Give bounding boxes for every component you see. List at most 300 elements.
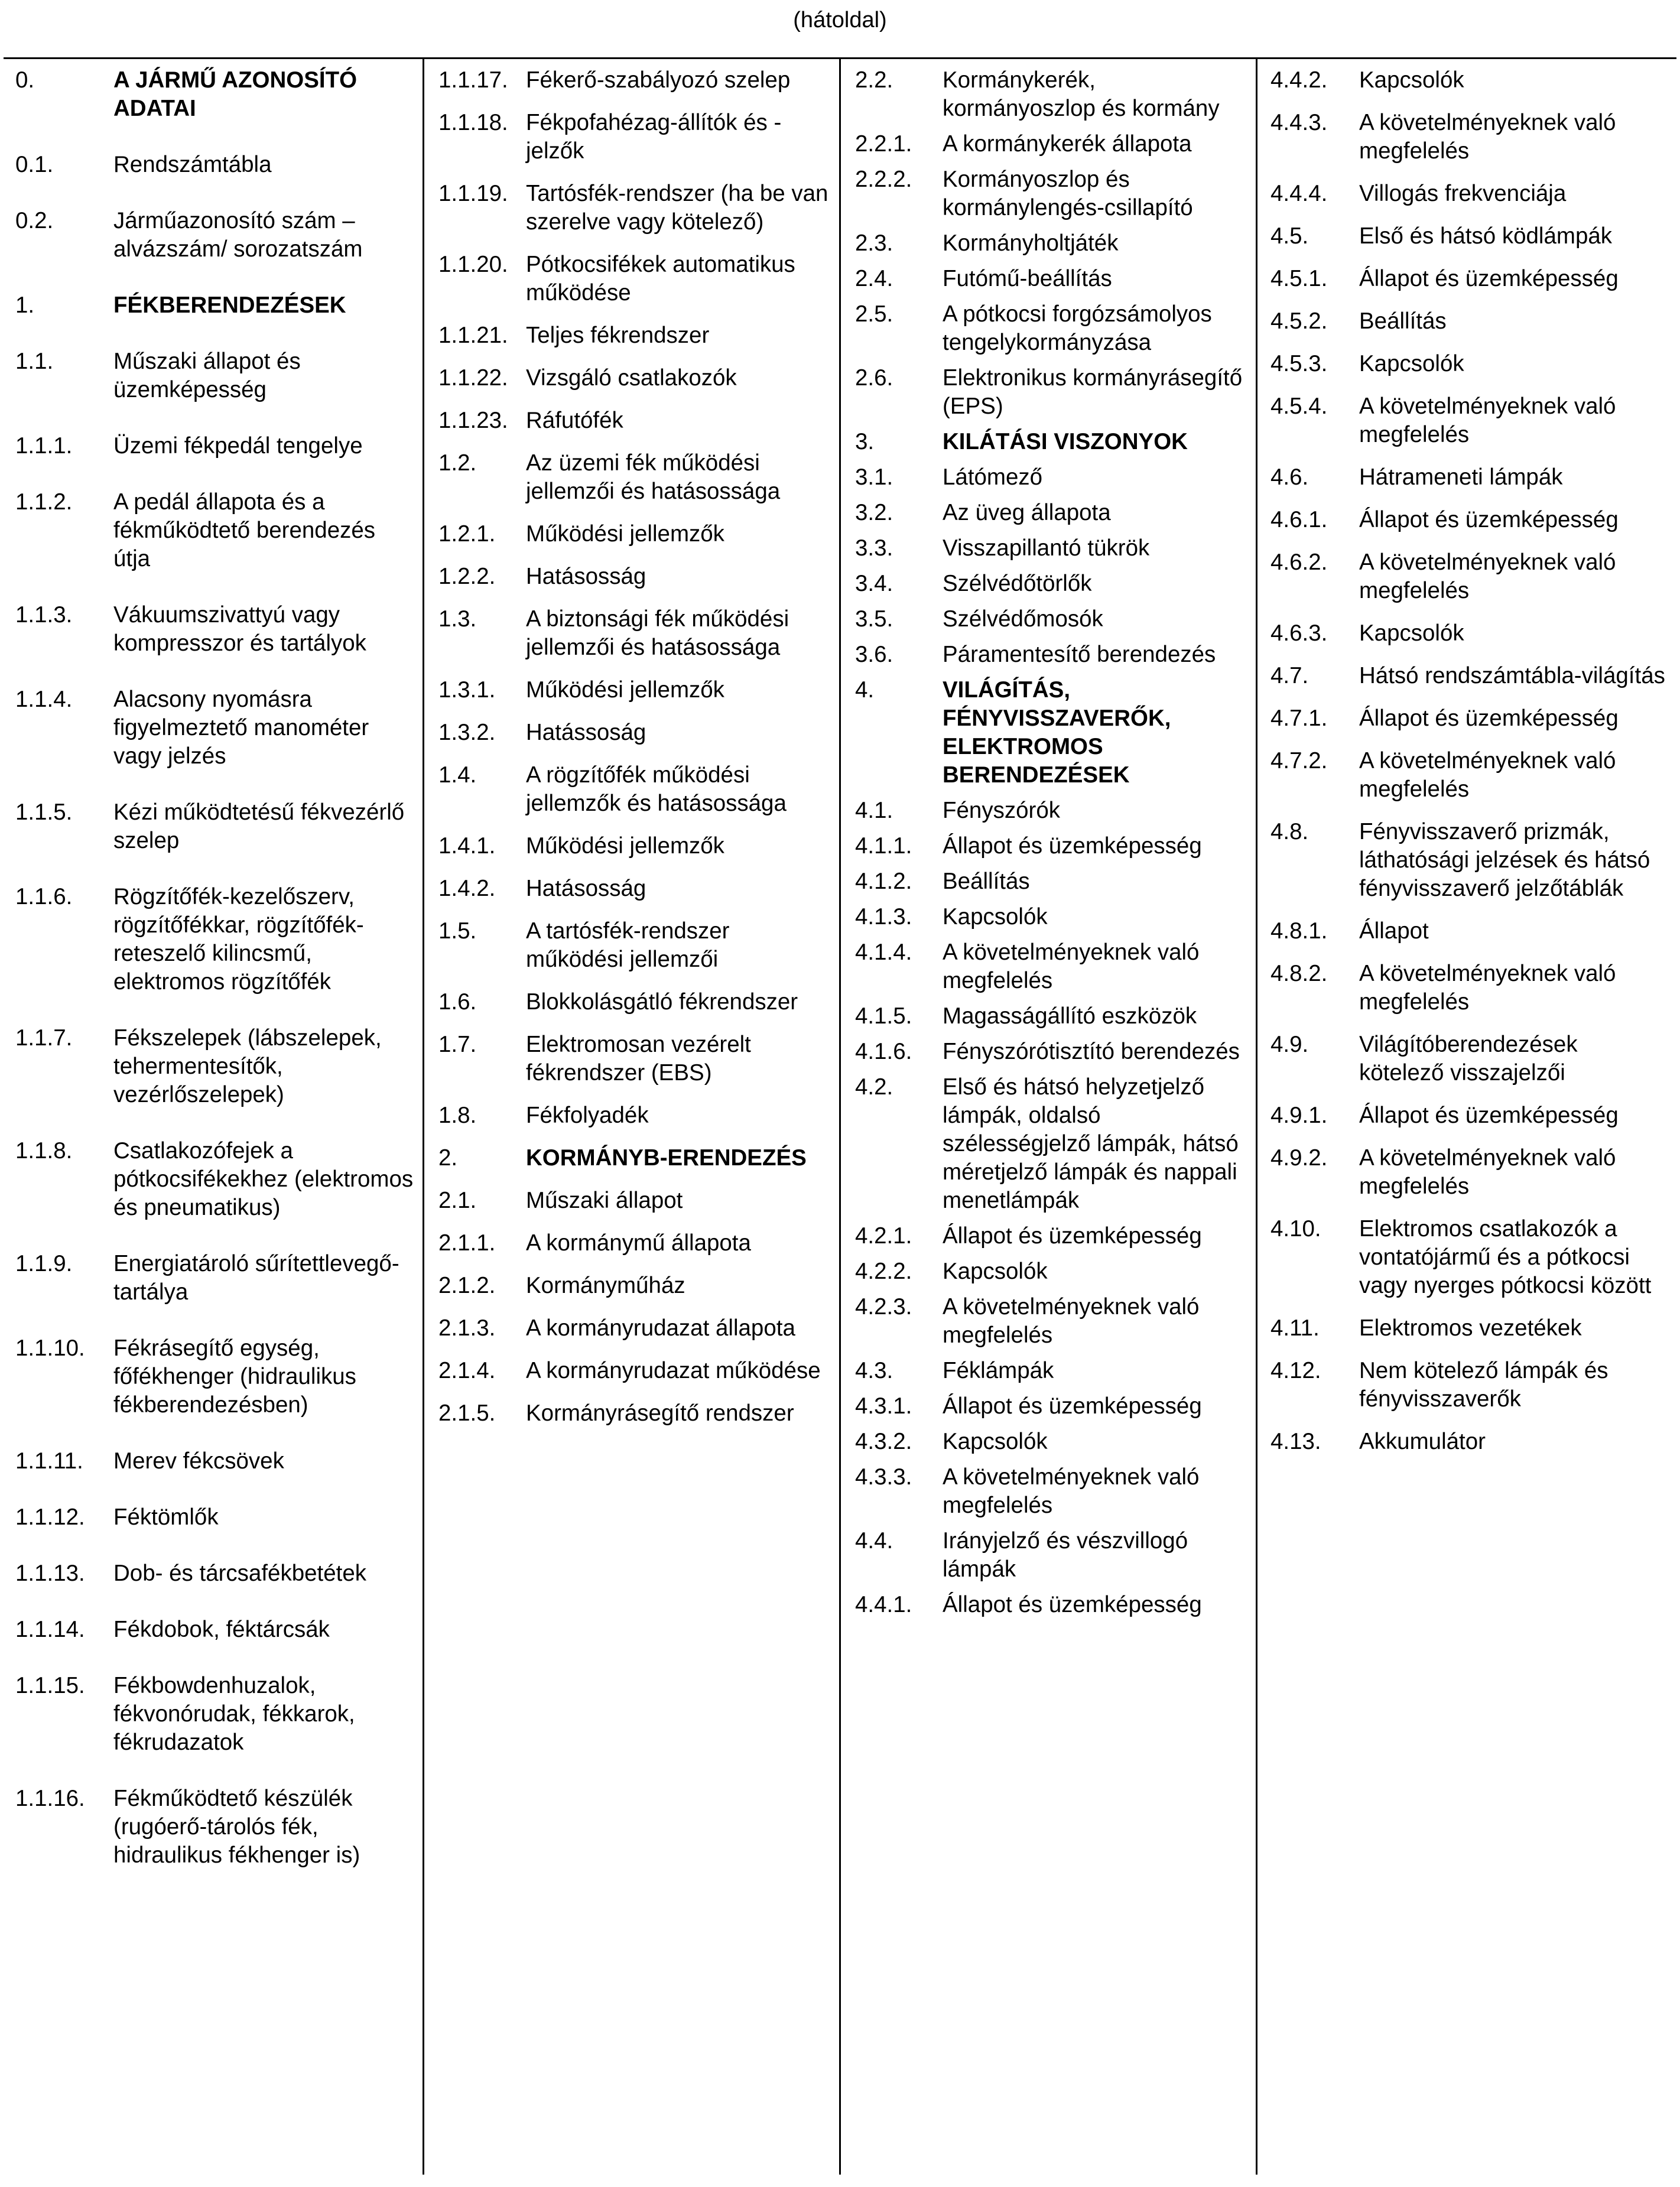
item-text: Állapot és üzemképesség bbox=[943, 1393, 1202, 1419]
checklist-item bbox=[424, 520, 839, 548]
item-number: 2.6. bbox=[855, 365, 893, 391]
item-text: Állapot bbox=[1359, 918, 1429, 944]
item-number: 4.1.2. bbox=[855, 869, 912, 894]
checklist-item bbox=[841, 229, 1256, 258]
item-text: Kapcsolók bbox=[943, 904, 1048, 930]
item-number: 4.9. bbox=[1270, 1032, 1309, 1057]
item-text: Akkumulátor bbox=[1359, 1429, 1486, 1454]
checklist-item bbox=[424, 321, 839, 350]
item-number: 4.5.2. bbox=[1270, 308, 1328, 334]
item-number: 4.4.1. bbox=[855, 1592, 912, 1617]
item-number: 2.5. bbox=[855, 301, 893, 327]
checklist-item bbox=[424, 988, 839, 1016]
item-text: A követelményeknek való megfelelés bbox=[943, 1294, 1200, 1348]
item-number: 4.5.1. bbox=[1270, 266, 1328, 291]
item-number: 1.1.9. bbox=[15, 1251, 73, 1276]
item-text: Állapot és üzemképesség bbox=[943, 1223, 1202, 1249]
item-text: Első és hátsó helyzetjelző lámpák, oldalsó szélességjelző lámpák, hátsó méretjelző lámpák és nappali menetlámpák bbox=[943, 1074, 1239, 1213]
checklist-item bbox=[424, 563, 839, 591]
checklist-item bbox=[424, 875, 839, 903]
checklist-item bbox=[1257, 704, 1676, 733]
item-text: Elektromos vezetékek bbox=[1359, 1315, 1582, 1341]
checklist-item bbox=[1257, 66, 1676, 95]
item-text: Villogás frekvenciája bbox=[1359, 181, 1567, 206]
checklist-item bbox=[841, 1428, 1256, 1456]
item-text: A tartósfék-rendszer működési jellemzői bbox=[526, 918, 730, 972]
item-number: 1.3.1. bbox=[438, 677, 496, 703]
item-number: 1.1.11. bbox=[15, 1448, 83, 1474]
item-text: Állapot és üzemképesség bbox=[1359, 266, 1619, 291]
checklist-item bbox=[4, 1672, 423, 1757]
column-2 bbox=[424, 59, 841, 2175]
checklist-item bbox=[424, 251, 839, 307]
checklist-item bbox=[841, 938, 1256, 995]
item-number: 4.1.1. bbox=[855, 833, 912, 859]
checklist-item bbox=[841, 1038, 1256, 1066]
checklist-item bbox=[4, 1616, 423, 1644]
item-number: 0. bbox=[15, 67, 35, 93]
item-number: 1.2.2. bbox=[438, 564, 496, 589]
item-text: Járműazonosító szám – alvázszám/ sorozatszám bbox=[113, 208, 363, 262]
checklist-item bbox=[424, 1031, 839, 1087]
item-number: 4.4.4. bbox=[1270, 181, 1328, 206]
item-text: Kapcsolók bbox=[1359, 67, 1464, 93]
item-number: 1.1.10. bbox=[15, 1335, 85, 1361]
item-number: 2.3. bbox=[855, 230, 893, 256]
checklist-item bbox=[4, 432, 423, 460]
item-text: Műszaki állapot bbox=[526, 1188, 683, 1213]
item-text: Pótkocsifékek automatikus működése bbox=[526, 252, 795, 306]
checklist-item bbox=[424, 1187, 839, 1215]
item-number: 1.1.17. bbox=[438, 67, 508, 93]
item-text: Ráfutófék bbox=[526, 408, 623, 433]
item-number: 4.8.1. bbox=[1270, 918, 1328, 944]
item-text: Fékszelepek (lábszelepek, tehermentesítők, vezérlőszelepek) bbox=[113, 1025, 382, 1107]
item-number: 4.8. bbox=[1270, 819, 1309, 844]
checklist-item bbox=[424, 719, 839, 747]
item-text: Hatásosság bbox=[526, 564, 646, 589]
item-number: 1.4.2. bbox=[438, 876, 496, 901]
item-number: 2.1.3. bbox=[438, 1315, 496, 1341]
item-number: 1.4.1. bbox=[438, 833, 496, 859]
item-number: 2.1. bbox=[438, 1188, 477, 1213]
checklist-item bbox=[841, 1527, 1256, 1584]
item-number: 0.2. bbox=[15, 208, 54, 233]
item-number: 4.13. bbox=[1270, 1429, 1321, 1454]
item-text: Állapot és üzemképesség bbox=[943, 1592, 1202, 1617]
item-text: Csatlakozófejek a pótkocsifékekhez (elektromos és pneumatikus) bbox=[113, 1138, 414, 1220]
item-text: Kapcsolók bbox=[943, 1429, 1048, 1454]
item-text: Szélvédőmosók bbox=[943, 606, 1103, 632]
item-number: 3.3. bbox=[855, 535, 893, 561]
item-text: Elektromos csatlakozók a vontatójármű és a pótkocsi vagy nyerges pótkocsi között bbox=[1359, 1216, 1652, 1298]
item-text: Futómű-beállítás bbox=[943, 266, 1112, 291]
item-text: Működési jellemzők bbox=[526, 521, 724, 547]
checklist-item bbox=[4, 1503, 423, 1532]
checklist-item bbox=[424, 66, 839, 95]
checklist-item bbox=[424, 676, 839, 704]
item-text: Irányjelző és vészvillogó lámpák bbox=[943, 1528, 1188, 1582]
item-number: 1.5. bbox=[438, 918, 477, 944]
item-number: 4.7. bbox=[1270, 663, 1309, 688]
item-text: Fékerő-szabályozó szelep bbox=[526, 67, 791, 93]
item-number: 1.8. bbox=[438, 1103, 477, 1128]
checklist-item bbox=[1257, 1031, 1676, 1087]
item-number: 4.4.2. bbox=[1270, 67, 1328, 93]
item-number: 1.2. bbox=[438, 450, 477, 476]
checklist-item bbox=[4, 488, 423, 573]
checklist-item bbox=[841, 1257, 1256, 1286]
item-number: 1.1.23. bbox=[438, 408, 508, 433]
item-number: 1.1.13. bbox=[15, 1561, 85, 1586]
checklist-item bbox=[4, 1334, 423, 1419]
checklist-item bbox=[1257, 818, 1676, 903]
item-text: Elektronikus kormányrásegítő (EPS) bbox=[943, 365, 1243, 419]
checklist-item bbox=[1257, 506, 1676, 534]
item-number: 1.1.3. bbox=[15, 602, 73, 628]
checklist-item bbox=[1257, 1101, 1676, 1130]
checklist-item bbox=[1257, 307, 1676, 336]
item-number: 1.1.14. bbox=[15, 1617, 85, 1642]
item-number: 4.12. bbox=[1270, 1358, 1321, 1383]
item-text: A követelményeknek való megfelelés bbox=[1359, 961, 1616, 1015]
checklist-item bbox=[4, 151, 423, 179]
item-number: 4.8.2. bbox=[1270, 961, 1328, 986]
item-number: 1.1.4. bbox=[15, 687, 73, 712]
item-text: Vizsgáló csatlakozók bbox=[526, 365, 737, 391]
item-text: Az üveg állapota bbox=[943, 500, 1111, 525]
item-number: 4.5.4. bbox=[1270, 394, 1328, 419]
item-text: Fényszórótisztító berendezés bbox=[943, 1039, 1240, 1064]
item-text: Fényvisszaverő prizmák, láthatósági jelzések és hátsó fényvisszaverő jelzőtáblák bbox=[1359, 819, 1650, 901]
item-number: 1.1.7. bbox=[15, 1025, 73, 1051]
item-text: Fékfolyadék bbox=[526, 1103, 649, 1128]
item-number: 4.9.1. bbox=[1270, 1103, 1328, 1128]
item-number: 4.5.3. bbox=[1270, 351, 1328, 376]
item-text: A kormányrudazat állapota bbox=[526, 1315, 795, 1341]
item-text: A követelményeknek való megfelelés bbox=[1359, 394, 1616, 447]
item-text: Merev fékcsövek bbox=[113, 1448, 284, 1474]
item-text: Állapot és üzemképesség bbox=[943, 833, 1202, 859]
item-number: 4.2.3. bbox=[855, 1294, 912, 1320]
checklist-item bbox=[841, 797, 1256, 825]
checklist-item bbox=[1257, 1215, 1676, 1300]
item-number: 2.1.2. bbox=[438, 1273, 496, 1298]
checklist-item bbox=[424, 1357, 839, 1385]
item-text: Fékdobok, féktárcsák bbox=[113, 1617, 330, 1642]
item-text: Hatásosság bbox=[526, 876, 646, 901]
checklist-item bbox=[841, 463, 1256, 492]
checklist-item bbox=[424, 180, 839, 236]
checklist-item bbox=[841, 867, 1256, 896]
item-text: Hátrameneti lámpák bbox=[1359, 464, 1563, 490]
item-number: 2.2.1. bbox=[855, 131, 912, 157]
item-text: Világítóberendezések kötelező visszajelzői bbox=[1359, 1032, 1578, 1086]
item-text: A kormánymű állapota bbox=[526, 1230, 751, 1256]
item-text: Üzemi fékpedál tengelye bbox=[113, 433, 363, 459]
item-text: Féklámpák bbox=[943, 1358, 1054, 1383]
checklist-item bbox=[1257, 265, 1676, 293]
item-text: Fényszórók bbox=[943, 798, 1060, 823]
checklist-item bbox=[841, 832, 1256, 860]
checklist-item bbox=[4, 1447, 423, 1476]
item-number: 3. bbox=[855, 429, 875, 454]
item-text: Állapot és üzemképesség bbox=[1359, 706, 1619, 731]
section-heading: KORMÁNYB-ERENDEZÉS bbox=[526, 1145, 807, 1171]
item-text: Kormányrásegítő rendszer bbox=[526, 1400, 794, 1426]
item-number: 4.1.6. bbox=[855, 1039, 912, 1064]
checklist-item bbox=[1257, 917, 1676, 945]
checklist-item bbox=[4, 1024, 423, 1109]
checklist-item bbox=[424, 449, 839, 506]
item-text: A követelményeknek való megfelelés bbox=[1359, 1145, 1616, 1199]
column-4 bbox=[1257, 59, 1676, 2175]
checklist-item bbox=[841, 605, 1256, 633]
checklist-item bbox=[424, 605, 839, 662]
item-text: Dob- és tárcsafékbetétek bbox=[113, 1561, 366, 1586]
item-text: Kormánykerék, kormányoszlop és kormány bbox=[943, 67, 1220, 121]
item-number: 1.1.12. bbox=[15, 1504, 85, 1530]
item-text: Állapot és üzemképesség bbox=[1359, 1103, 1619, 1128]
item-number: 4.3.2. bbox=[855, 1429, 912, 1454]
item-text: Kormányműház bbox=[526, 1273, 685, 1298]
checklist-item bbox=[4, 883, 423, 996]
item-number: 1.1.20. bbox=[438, 252, 508, 277]
item-text: A biztonsági fék működési jellemzői és hatásossága bbox=[526, 606, 789, 660]
item-number: 4.5. bbox=[1270, 223, 1309, 249]
section-heading: FÉKBERENDEZÉSEK bbox=[113, 293, 346, 318]
item-number: 1.7. bbox=[438, 1032, 477, 1057]
checklist-item bbox=[841, 1073, 1256, 1215]
checklist-item bbox=[424, 1144, 839, 1172]
checklist-item bbox=[1257, 548, 1676, 605]
checklist-item bbox=[841, 300, 1256, 357]
item-text: Nem kötelező lámpák és fényvisszaverők bbox=[1359, 1358, 1608, 1412]
item-number: 4.6.3. bbox=[1270, 620, 1328, 646]
checklist-item bbox=[841, 130, 1256, 158]
item-text: Műszaki állapot és üzemképesség bbox=[113, 349, 301, 402]
item-number: 4.3. bbox=[855, 1358, 893, 1383]
item-text: Működési jellemzők bbox=[526, 677, 724, 703]
item-number: 4.9.2. bbox=[1270, 1145, 1328, 1171]
item-number: 1.3. bbox=[438, 606, 477, 632]
checklist-item bbox=[424, 1314, 839, 1343]
checklist-item bbox=[424, 407, 839, 435]
item-text: A kormánykerék állapota bbox=[943, 131, 1192, 157]
item-number: 1.1.8. bbox=[15, 1138, 73, 1164]
item-text: Beállítás bbox=[1359, 308, 1447, 334]
item-number: 4. bbox=[855, 677, 875, 703]
item-text: A követelményeknek való megfelelés bbox=[1359, 550, 1616, 603]
item-text: Rögzítőfék-kezelőszerv, rögzítőfékkar, rögzítőfék-reteszelő kilincsmű, elektromos rögzítőfék bbox=[113, 884, 364, 995]
item-text: Kormányholtjáték bbox=[943, 230, 1119, 256]
item-number: 4.3.3. bbox=[855, 1464, 912, 1490]
item-number: 4.10. bbox=[1270, 1216, 1321, 1242]
section-heading: A JÁRMŰ AZONOSÍTÓ ADATAI bbox=[113, 67, 358, 121]
item-number: 1.4. bbox=[438, 762, 477, 788]
item-number: 3.2. bbox=[855, 500, 893, 525]
checklist-item bbox=[1257, 662, 1676, 690]
item-number: 1.1.22. bbox=[438, 365, 508, 391]
item-number: 2.1.5. bbox=[438, 1400, 496, 1426]
item-text: Fékrásegítő egység, főfékhenger (hidraulikus fékberendezésben) bbox=[113, 1335, 356, 1418]
item-number: 1.1.1. bbox=[15, 433, 73, 459]
item-number: 4.6.1. bbox=[1270, 507, 1328, 532]
item-number: 4.6. bbox=[1270, 464, 1309, 490]
checklist-item bbox=[841, 265, 1256, 293]
item-number: 1.1.21. bbox=[438, 323, 508, 348]
item-number: 3.5. bbox=[855, 606, 893, 632]
item-number: 4.1.3. bbox=[855, 904, 912, 930]
checklist-item bbox=[4, 1137, 423, 1222]
item-number: 1.1. bbox=[15, 349, 54, 374]
item-number: 4.2.2. bbox=[855, 1259, 912, 1284]
checklist-item bbox=[1257, 350, 1676, 378]
item-text: Alacsony nyomásra figyelmeztető manométer vagy jelzés bbox=[113, 687, 369, 769]
checklist-item bbox=[4, 1785, 423, 1870]
item-text: Beállítás bbox=[943, 869, 1030, 894]
checklist-item bbox=[1257, 392, 1676, 449]
checklist-item bbox=[424, 1229, 839, 1257]
checklist-item bbox=[1257, 619, 1676, 648]
item-number: 3.4. bbox=[855, 571, 893, 596]
item-text: A pótkocsi forgózsámolyos tengelykormányzása bbox=[943, 301, 1212, 355]
item-text: Féktömlők bbox=[113, 1504, 219, 1530]
item-number: 4.1.5. bbox=[855, 1003, 912, 1029]
item-number: 1.3.2. bbox=[438, 720, 496, 745]
item-number: 2.1.1. bbox=[438, 1230, 496, 1256]
checklist-item bbox=[424, 1272, 839, 1300]
item-text: Állapot és üzemképesség bbox=[1359, 507, 1619, 532]
item-text: A követelményeknek való megfelelés bbox=[1359, 748, 1616, 802]
item-number: 2.2. bbox=[855, 67, 893, 93]
item-number: 1.1.18. bbox=[438, 110, 508, 135]
checklist-item bbox=[1257, 180, 1676, 208]
column-3 bbox=[841, 59, 1257, 2175]
section-heading: KILÁTÁSI VISZONYOK bbox=[943, 429, 1188, 454]
checklist-item bbox=[841, 676, 1256, 789]
item-text: Kapcsolók bbox=[943, 1259, 1048, 1284]
item-text: Kormányoszlop és kormánylengés-csillapító bbox=[943, 167, 1193, 220]
item-text: Első és hátsó ködlámpák bbox=[1359, 223, 1613, 249]
item-number: 4.6.2. bbox=[1270, 550, 1328, 575]
item-text: Fékműködtető készülék (rugóerő-tárolós fék, hidraulikus fékhenger is) bbox=[113, 1786, 360, 1868]
checklist-item bbox=[841, 428, 1256, 456]
checklist-item bbox=[1257, 222, 1676, 251]
item-number: 2. bbox=[438, 1145, 458, 1171]
checklist-item bbox=[841, 903, 1256, 931]
item-number: 1.1.19. bbox=[438, 181, 508, 206]
item-text: Kapcsolók bbox=[1359, 351, 1464, 376]
item-number: 0.1. bbox=[15, 152, 54, 177]
checklist-item bbox=[841, 499, 1256, 527]
item-number: 2.4. bbox=[855, 266, 893, 291]
item-number: 4.1. bbox=[855, 798, 893, 823]
checklist-item bbox=[424, 832, 839, 860]
checklist-item bbox=[4, 291, 423, 320]
checklist-item bbox=[841, 1357, 1256, 1385]
item-number: 2.2.2. bbox=[855, 167, 912, 192]
item-number: 4.4. bbox=[855, 1528, 893, 1554]
item-text: Energiatároló sűrítettlevegő-tartálya bbox=[113, 1251, 399, 1305]
item-text: Rendszámtábla bbox=[113, 152, 272, 177]
item-number: 4.2.1. bbox=[855, 1223, 912, 1249]
item-number: 4.2. bbox=[855, 1074, 893, 1100]
item-text: Tartósfék-rendszer (ha be van szerelve vagy kötelező) bbox=[526, 181, 828, 235]
column-1 bbox=[4, 59, 424, 2175]
item-number: 1.6. bbox=[438, 989, 477, 1015]
item-number: 4.7.1. bbox=[1270, 706, 1328, 731]
checklist-item bbox=[424, 109, 839, 165]
item-text: A követelményeknek való megfelelés bbox=[1359, 110, 1616, 164]
checklist-item bbox=[4, 207, 423, 264]
checklist-item bbox=[1257, 1314, 1676, 1343]
checklist-item bbox=[1257, 1144, 1676, 1201]
page-header: (hátoldal) bbox=[793, 8, 887, 33]
item-number: 1.1.5. bbox=[15, 800, 73, 825]
item-text: Teljes fékrendszer bbox=[526, 323, 710, 348]
item-number: 3.1. bbox=[855, 464, 893, 490]
item-text: Hatássoság bbox=[526, 720, 646, 745]
item-text: Látómező bbox=[943, 464, 1043, 490]
item-number: 2.1.4. bbox=[438, 1358, 496, 1383]
item-text: A kormányrudazat működése bbox=[526, 1358, 821, 1383]
item-text: Visszapillantó tükrök bbox=[943, 535, 1150, 561]
item-number: 4.7.2. bbox=[1270, 748, 1328, 774]
item-number: 1.1.2. bbox=[15, 489, 73, 515]
item-number: 4.4.3. bbox=[1270, 110, 1328, 135]
item-text: A követelményeknek való megfelelés bbox=[943, 940, 1200, 993]
checklist-item bbox=[4, 685, 423, 771]
item-number: 4.11. bbox=[1270, 1315, 1320, 1341]
item-text: Fékpofahézag-állítók és -jelzők bbox=[526, 110, 782, 164]
checklist-item bbox=[1257, 463, 1676, 492]
item-number: 1.1.15. bbox=[15, 1673, 85, 1698]
checklist-item bbox=[4, 798, 423, 855]
checklist-item bbox=[841, 1222, 1256, 1250]
section-heading: VILÁGÍTÁS, FÉNYVISSZAVERŐK, ELEKTROMOS BERENDEZÉSEK bbox=[943, 677, 1171, 788]
item-number: 1.1.16. bbox=[15, 1786, 85, 1811]
checklist-item bbox=[4, 66, 423, 123]
checklist-item bbox=[4, 1250, 423, 1307]
checklist-item bbox=[1257, 1357, 1676, 1413]
checklist-item bbox=[1257, 747, 1676, 804]
item-text: A követelményeknek való megfelelés bbox=[943, 1464, 1200, 1518]
item-text: Vákuumszivattyú vagy kompresszor és tartályok bbox=[113, 602, 366, 656]
item-text: Hátsó rendszámtábla-világítás bbox=[1359, 663, 1665, 688]
item-text: Elektromosan vezérelt fékrendszer (EBS) bbox=[526, 1032, 751, 1086]
checklist-item bbox=[1257, 1428, 1676, 1456]
item-text: Szélvédőtörlők bbox=[943, 571, 1092, 596]
item-text: Fékbowdenhuzalok, fékvonórudak, fékkarok, fékrudazatok bbox=[113, 1673, 355, 1755]
checklist-item bbox=[841, 1293, 1256, 1350]
checklist-item bbox=[424, 1399, 839, 1428]
checklist-item bbox=[841, 1463, 1256, 1520]
item-number: 3.6. bbox=[855, 642, 893, 667]
checklist-item bbox=[841, 1392, 1256, 1421]
checklist-item bbox=[1257, 960, 1676, 1016]
checklist-item bbox=[424, 1101, 839, 1130]
checklist-item bbox=[4, 347, 423, 404]
checklist-item bbox=[841, 534, 1256, 563]
item-text: Blokkolásgátló fékrendszer bbox=[526, 989, 798, 1015]
checklist-item bbox=[424, 761, 839, 818]
checklist-item bbox=[841, 570, 1256, 598]
checklist-item bbox=[424, 364, 839, 392]
checklist-item bbox=[1257, 109, 1676, 165]
checklist-item bbox=[841, 641, 1256, 669]
checklist-item bbox=[4, 601, 423, 658]
